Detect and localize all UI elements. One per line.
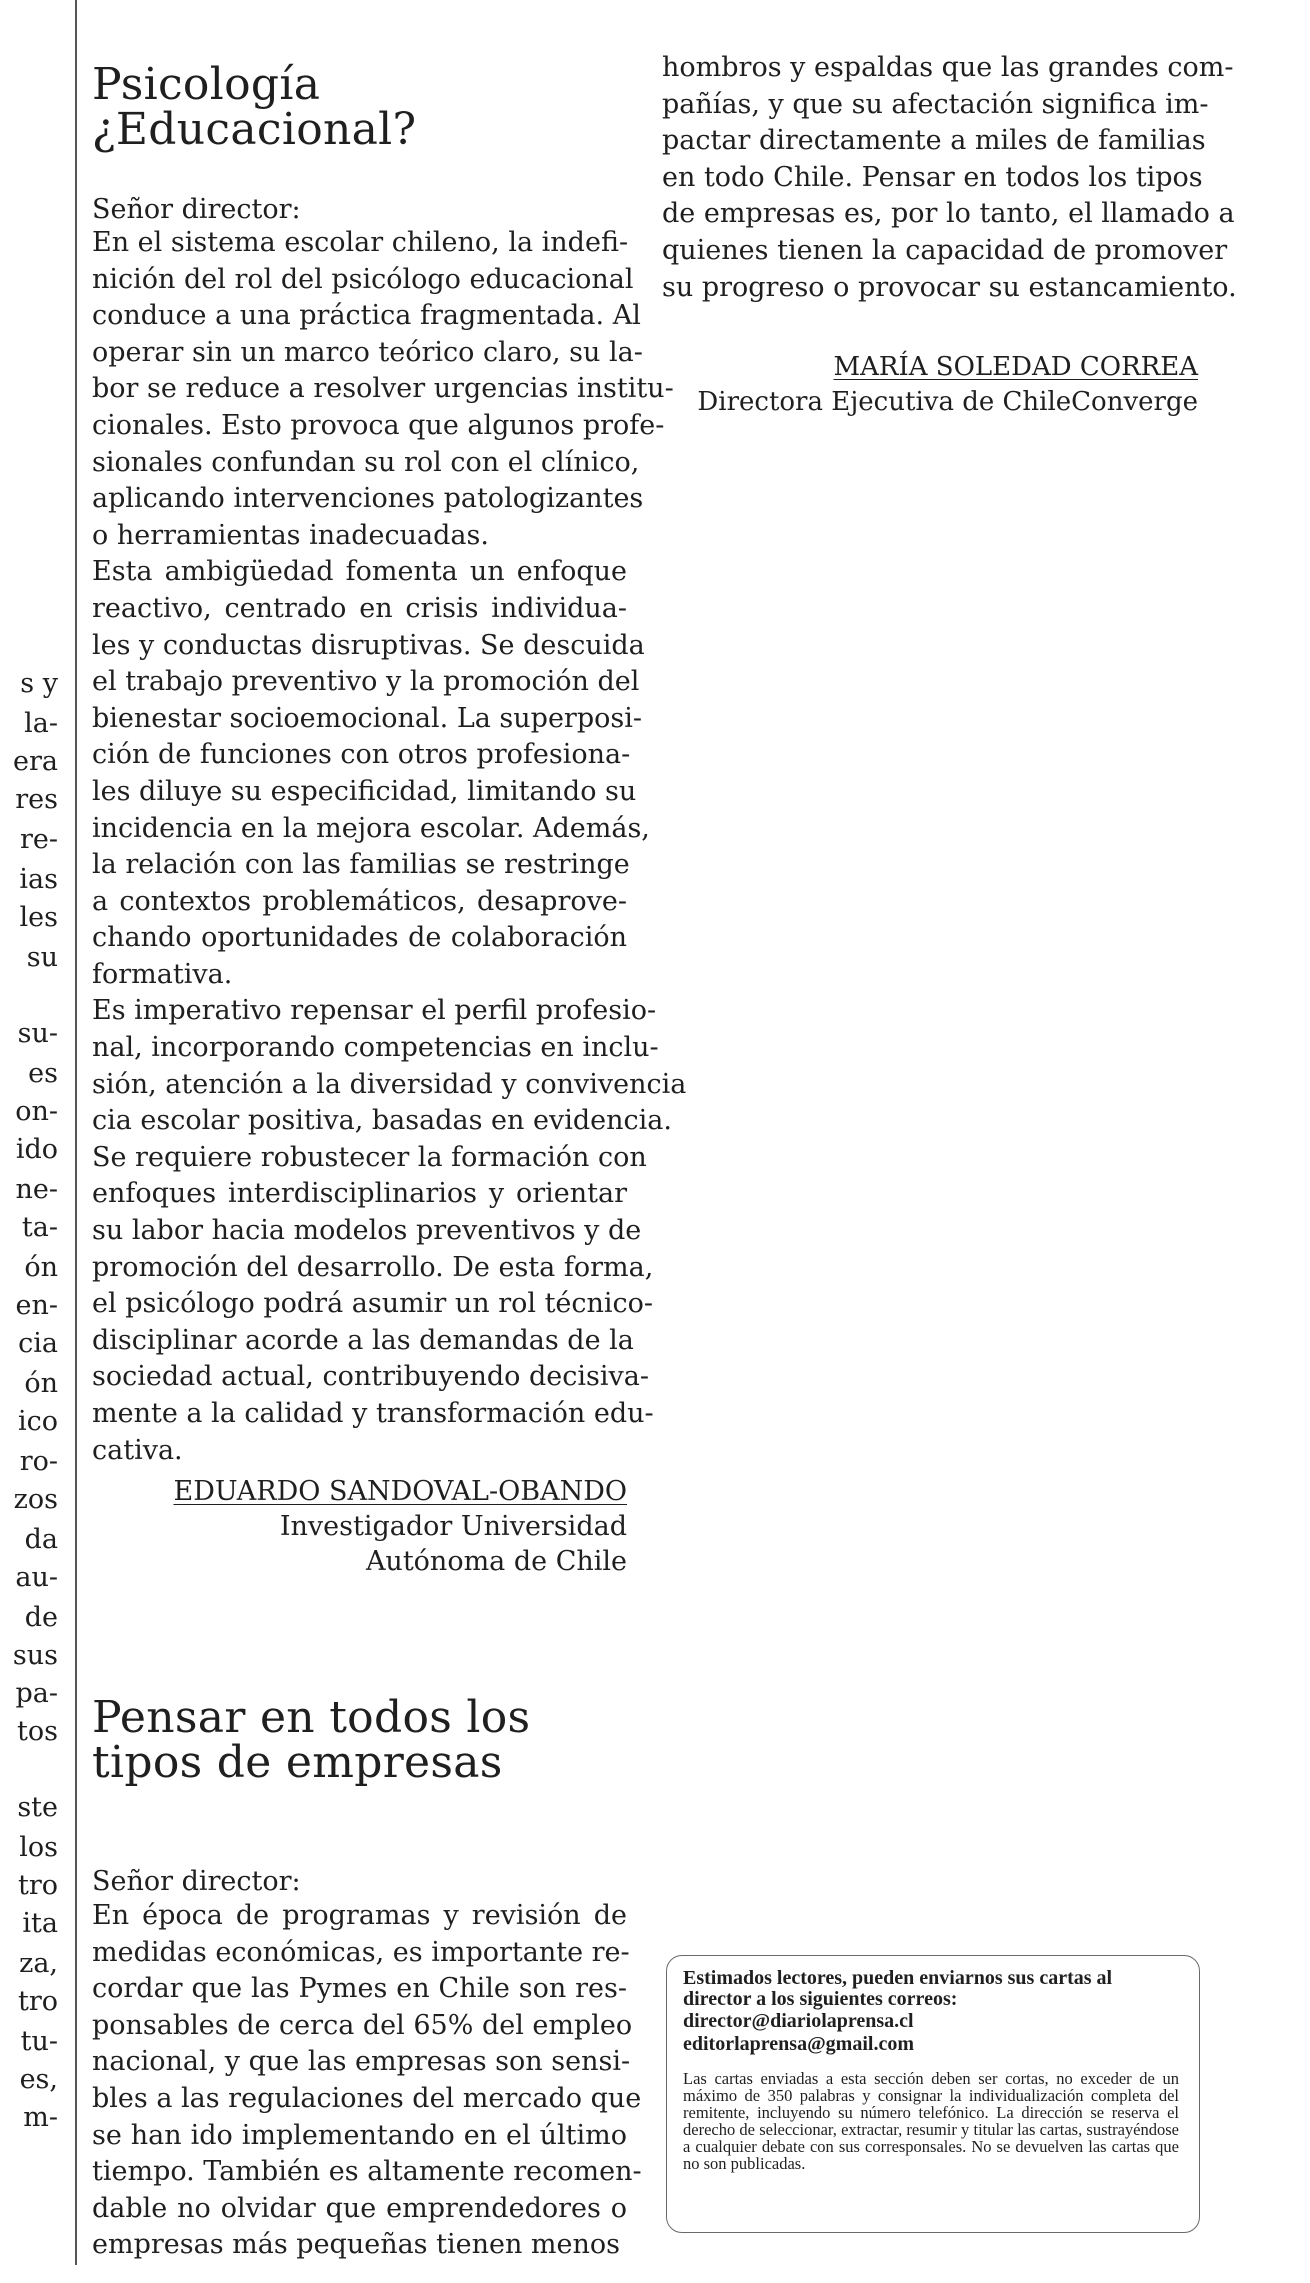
- text-line: nacional, y que las empresas son sensi-: [92, 2046, 631, 2078]
- text-line: pañías, y que su afectación significa im-: [662, 88, 1209, 120]
- cut-off-word-fragment: ón: [24, 1252, 58, 1283]
- text-line: aplicando intervenciones patologizantes: [92, 483, 644, 515]
- cut-off-word-fragment: sus: [12, 1640, 58, 1671]
- cut-off-word-fragment: tos: [17, 1716, 58, 1747]
- letter-empresas-greeting-block: [92, 1865, 627, 1898]
- text-line: ponsables de cerca del 65% del empleo: [92, 2009, 633, 2041]
- text-line: Se requiere robustecer la formación con: [92, 1141, 647, 1173]
- letter-greeting: Señor director:: [92, 194, 301, 225]
- cut-off-word-fragment: za,: [19, 1948, 58, 1979]
- text-line: les y conductas disruptivas. Se descuida: [92, 629, 645, 661]
- text-line: cordar que las Pymes en Chile son res-: [92, 1973, 627, 2005]
- text-line: operar sin un marco teórico claro, su la-: [92, 336, 643, 368]
- cut-off-word-fragment: tro: [17, 1986, 58, 2017]
- text-line: ción de funciones con otros profesiona-: [92, 739, 631, 771]
- cut-off-word-fragment: res: [15, 784, 58, 815]
- text-line: bienestar socioemocional. La superposi-: [92, 702, 642, 734]
- letter-empresas-continuation: [662, 50, 1237, 306]
- text-line: nal, incorporando competencias en inclu-: [92, 1032, 659, 1064]
- cut-off-word-fragment: re-: [19, 824, 58, 855]
- letter-empresas-signature: [662, 350, 1198, 430]
- text-line: disciplinar acorde a las demandas de la: [92, 1324, 634, 1356]
- text-line: incidencia en la mejora escolar. Además,: [92, 812, 650, 844]
- cut-off-word-fragment: au-: [15, 1562, 58, 1593]
- letter-psicologia-signature: [92, 1474, 627, 1594]
- letter-psicologia-greeting-block: [92, 193, 627, 226]
- text-line: promoción del desarrollo. De esta forma,: [92, 1251, 654, 1283]
- text-line: cia escolar positiva, basadas en evidencia.: [92, 1105, 672, 1137]
- text-line: reactivo, centrado en crisis individua-: [92, 592, 627, 624]
- cut-off-word-fragment: ro-: [19, 1446, 58, 1477]
- cut-off-word-fragment: la-: [24, 708, 58, 739]
- text-line: cionales. Esto provoca que algunos profe-: [92, 409, 665, 441]
- cut-off-word-fragment: los: [19, 1832, 58, 1863]
- text-line: tiempo. También es altamente recomen-: [92, 2156, 642, 2188]
- cut-off-word-fragment: en-: [15, 1290, 58, 1321]
- letter-title: Psicología ¿Educacional?: [92, 59, 417, 155]
- cut-off-word-fragment: s y: [20, 668, 58, 699]
- letter-psicologia-body: [92, 225, 687, 1469]
- text-line: sociedad actual, contribuyendo decisiva-: [92, 1361, 650, 1393]
- text-line: bles a las regulaciones del mercado que: [92, 2082, 642, 2114]
- text-line: nición del rol del psicólogo educacional: [92, 263, 634, 295]
- text-line: la relación con las familias se restringe: [92, 849, 630, 881]
- cut-off-word-fragment: ste: [17, 1792, 58, 1823]
- cut-off-word-fragment: ido: [15, 1134, 58, 1165]
- signature-role: Directora Ejecutiva de ChileConverge: [697, 387, 1198, 417]
- cut-off-word-fragment: tro: [17, 1870, 58, 1901]
- cut-off-word-fragment: pa-: [15, 1678, 58, 1709]
- email-director[interactable]: director@diariolaprensa.cl: [683, 2010, 914, 2032]
- cut-off-word-fragment: les: [19, 902, 58, 933]
- cut-off-word-fragment: tu-: [20, 2026, 58, 2057]
- text-line: Es imperativo repensar el perfil profesio-: [92, 995, 657, 1027]
- cut-off-word-fragment: ne-: [15, 1174, 58, 1205]
- letter-empresas: [92, 1692, 627, 1788]
- text-line: su labor hacia modelos preventivos y de: [92, 1215, 642, 1247]
- cut-off-word-fragment: su: [26, 942, 58, 973]
- cut-off-word-fragment: on-: [15, 1096, 58, 1127]
- text-line: bor se reduce a resolver urgencias institu-: [92, 373, 674, 405]
- previous-column-fragment: [0, 0, 70, 2283]
- text-line: se han ido implementando en el último: [92, 2119, 627, 2151]
- text-line: conduce a una práctica fragmentada. Al: [92, 300, 641, 332]
- cut-off-word-fragment: de: [24, 1602, 58, 1633]
- letter-title-line-1: Pensar en todos los: [92, 1692, 531, 1743]
- info-box-note: Las cartas enviadas a esta sección deben ser cortas, no exceder de un máximo de 350 palabras y consignar la individualización completa del remitente, incluyendo su número telefónico. La dirección se reserva el derecho de seleccionar, extractar, resumir y titular las cartas, sustrayéndose a cualquier debate con sus corresponsales. No se devuelven las cartas que no son publicadas.: [683, 2069, 1179, 2173]
- cut-off-word-fragment: ón: [24, 1368, 58, 1399]
- signature-role: Investigador Universidad: [279, 1511, 627, 1542]
- cut-off-word-fragment: m-: [23, 2102, 58, 2133]
- text-line: Esta ambigüedad fomenta un enfoque: [92, 556, 627, 588]
- cut-off-word-fragment: es: [28, 1058, 58, 1089]
- cut-off-word-fragment: ico: [17, 1406, 58, 1437]
- cut-off-word-fragment: ias: [19, 864, 58, 895]
- text-line: mente a la calidad y transformación edu-: [92, 1398, 654, 1429]
- cut-off-word-fragment: zos: [13, 1484, 58, 1515]
- text-line: chando oportunidades de colaboración: [92, 922, 627, 954]
- text-line: de empresas es, por lo tanto, el llamado a: [662, 198, 1235, 230]
- cut-off-word-fragment: da: [24, 1524, 58, 1555]
- text-line: empresas más pequeñas tienen menos: [92, 2229, 621, 2261]
- column-divider: [75, 0, 77, 2265]
- cut-off-word-fragment: su-: [17, 1018, 58, 1049]
- cut-off-word-fragment: ita: [22, 1908, 58, 1939]
- text-line: medidas económicas, es importante re-: [92, 1936, 630, 1968]
- letter-title-line-2: tipos de empresas: [92, 1737, 503, 1788]
- letters-info-box: [666, 1955, 1200, 2233]
- letter-empresas-body: [92, 1898, 642, 2264]
- text-line: les diluye su especificidad, limitando su: [92, 775, 637, 807]
- cut-off-word-fragment: cia: [18, 1328, 58, 1359]
- text-line: quienes tienen la capacidad de promover: [662, 234, 1228, 266]
- letter-psicologia: [92, 59, 627, 155]
- text-line: En el sistema escolar chileno, la indefi-: [92, 227, 629, 258]
- text-line: su progreso o provocar su estancamiento.: [662, 271, 1237, 303]
- info-box-heading: Estimados lectores, pueden enviarnos sus cartas al director a los siguientes correos:: [683, 1967, 1113, 2010]
- text-line: hombros y espaldas que las grandes com-: [662, 52, 1234, 83]
- text-line: el psicólogo podrá asumir un rol técnico-: [92, 1288, 654, 1320]
- text-line: formativa.: [92, 958, 233, 990]
- cut-off-word-fragment: era: [13, 746, 58, 777]
- signature-name: MARÍA SOLEDAD CORREA: [833, 352, 1198, 382]
- signature-name: EDUARDO SANDOVAL-OBANDO: [173, 1476, 627, 1507]
- text-line: el trabajo preventivo y la promoción del: [92, 666, 640, 698]
- text-line: enfoques interdisciplinarios y orientar: [92, 1178, 627, 1210]
- text-line: en todo Chile. Pensar en todos los tipos: [662, 161, 1203, 193]
- text-line: En época de programas y revisión de: [92, 1900, 627, 1931]
- text-line: o herramientas inadecuadas.: [92, 519, 489, 551]
- text-line: dable no olvidar que emprendedores o: [92, 2192, 627, 2224]
- signature-role: Autónoma de Chile: [365, 1546, 627, 1577]
- letter-greeting: Señor director:: [92, 1866, 301, 1897]
- text-line: sionales confundan su rol con el clínico,: [92, 446, 640, 478]
- text-line: pactar directamente a miles de familias: [662, 125, 1206, 157]
- text-line: a contextos problemáticos, desaprove-: [92, 885, 627, 917]
- text-line: sión, atención a la diversidad y convivencia: [92, 1068, 687, 1100]
- email-editor[interactable]: editorlaprensa@gmail.com: [683, 2033, 914, 2055]
- cut-off-word-fragment: ta-: [21, 1212, 58, 1243]
- text-line: cativa.: [92, 1434, 183, 1466]
- cut-off-word-fragment: es,: [19, 2064, 58, 2095]
